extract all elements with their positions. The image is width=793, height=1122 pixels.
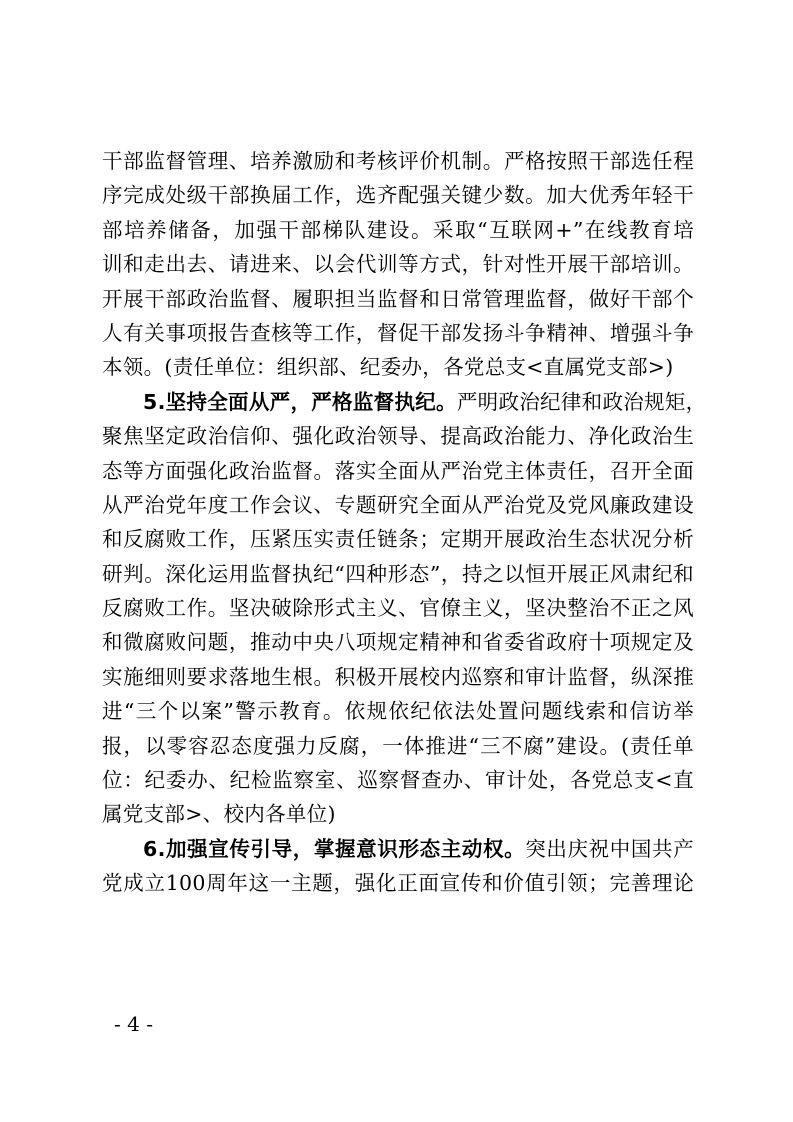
paragraph-2-line-12: 位：纪委办、纪检监察室、巡察督查办、审计处，各党总支<直 <box>102 768 694 793</box>
paragraph-1-line-2: 序完成处级干部换届工作，选齐配强关键少数。加大优秀年轻干 <box>102 183 694 208</box>
paragraph-2-line-11: 报，以零容忍态度强力反腐，一体推进“三不腐”建设。(责任单 <box>102 733 694 758</box>
paragraph-2-line-3: 态等方面强化政治监督。落实全面从严治党主体责任，召开全面 <box>102 458 694 483</box>
paragraph-2-line-9: 实施细则要求落地生根。积极开展校内巡察和审计监督，纵深推 <box>102 664 694 689</box>
paragraph-2-line-7: 反腐败工作。坚决破除形式主义、官僚主义，坚决整治不正之风 <box>102 596 694 621</box>
paragraph-2-line-6: 研判。深化运用监督执纪“四种形态”，持之以恒开展正风肃纪和 <box>102 561 694 586</box>
section-6-heading: 6.加强宣传引导，掌握意识形态主动权。 <box>143 836 526 861</box>
paragraph-1-line-6: 人有关事项报告查核等工作，督促干部发扬斗争精神、增强斗争 <box>102 320 694 345</box>
section-5-heading: 5.坚持全面从严，严格监督执纪。 <box>143 389 457 414</box>
paragraph-1-line-7: 本领。(责任单位：组织部、纪委办，各党总支<直属党支部>) <box>102 355 674 380</box>
paragraph-2-first-line-text: 严明政治纪律和政治规矩， <box>456 389 707 414</box>
paragraph-2-line-5: 和反腐败工作，压紧压实责任链条；定期开展政治生态状况分析 <box>102 527 694 552</box>
paragraph-2-line-13: 属党支部>、校内各单位) <box>102 802 336 827</box>
paragraph-2-line-10: 进“三个以案”警示教育。依规依纪依法处置问题线索和信访举 <box>102 699 694 724</box>
paragraph-1-line-5: 开展干部政治监督、履职担当监督和日常管理监督，做好干部个 <box>102 286 694 311</box>
paragraph-3-first-line-text: 突出庆祝中国共产 <box>525 836 694 861</box>
body-text <box>102 144 707 901</box>
paragraph-1-line-3: 部培养储备，加强干部梯队建设。采取“互联网+”在线教育培 <box>102 217 694 242</box>
paragraph-1-line-1: 干部监督管理、培养激励和考核评价机制。严格按照干部选任程 <box>102 149 694 173</box>
paragraph-3-first-line <box>102 832 694 866</box>
paragraph-1-line-4: 训和走出去、请进来、以会代训等方式，针对性开展干部培训。 <box>102 252 694 277</box>
paragraph-2-line-2: 聚焦坚定政治信仰、强化政治领导、提高政治能力、净化政治生 <box>102 424 694 449</box>
paragraph-3-line-2: 党成立100周年这一主题，强化正面宣传和价值引领；完善理论 <box>102 871 694 896</box>
page-number: - 4 - <box>114 1012 153 1036</box>
paragraph-2-first-line <box>102 385 707 419</box>
paragraph-2-line-8: 和微腐败问题，推动中央八项规定精神和省委省政府十项规定及 <box>102 630 694 655</box>
paragraph-2-line-4: 从严治党年度工作会议、专题研究全面从严治党及党风廉政建设 <box>102 492 694 517</box>
